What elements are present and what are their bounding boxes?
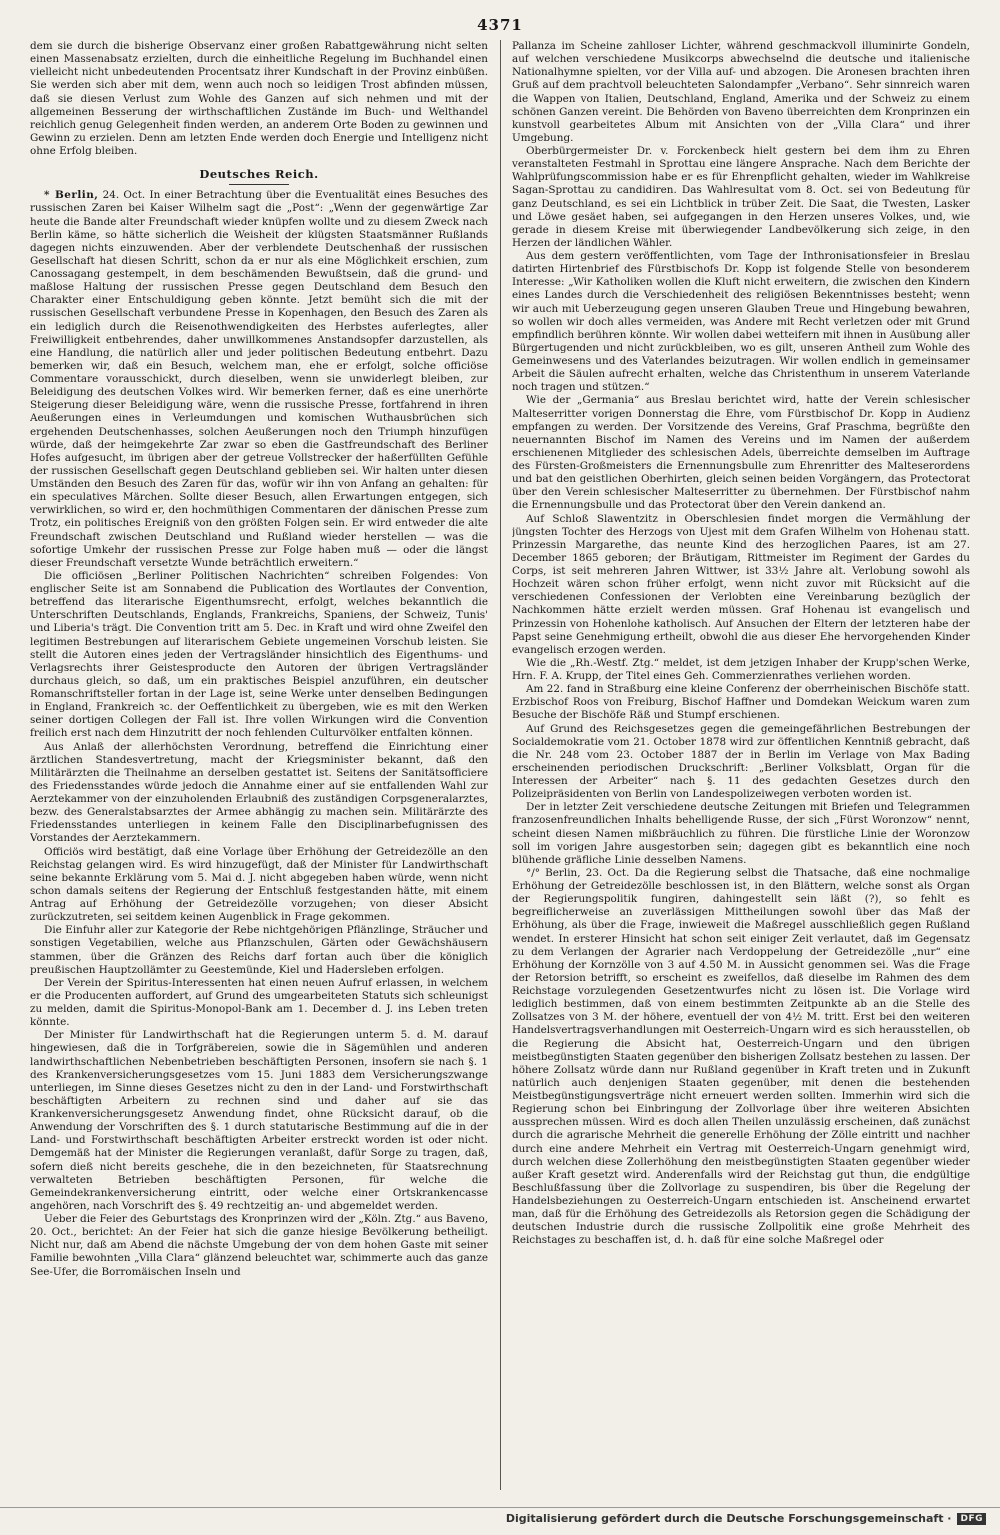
intro-text: [30, 40, 488, 158]
text-columns: [30, 40, 970, 1490]
right-column-articles: [512, 40, 970, 1248]
section-heading: [30, 168, 488, 185]
article-paragraph: Die officiösen „Berliner Politischen Nachrichten“ schreiben Folgendes: Von englischer Seite ist am Sonnabend die Publication des Wortlautes der Convention, betreffend das literarische Eigenthumsrecht, erfolgt, welches bekanntlich die Unterschriften Deutschlands, Englands, Frankreichs, Spaniens, der Schweiz, Tunis' und Liberia's trägt. Die Convention tritt am 5. Dec. in Kraft und wird ohne Zweifel den legitimen Bestrebungen auf literarischem Gebiete ungemeinen Vorschub leisten. Sie stellt die Autoren eines jeden der Vertragsländer hinsichtlich des Eigenthums- und Verlagsrechts ihrer Geistesproducte den Autoren der übrigen Vertragsländer durchaus gleich, so daß, um ein praktisches Beispiel anzuführen, ein deutscher Romanschriftsteller fortan in der Lage ist, seine Werke unter denselben Bedingungen in England, Frankreich ꝛc. der Oeffentlichkeit zu übergeben, wie es mit den Werken seiner dortigen Collegen der Fall ist. Ihre vollen Wirkungen wird die Convention freilich erst nach dem Hinzutritt der noch fehlenden Culturvölker entfalten können.: [30, 569, 488, 740]
article-paragraph: Ueber die Feier des Geburtstags des Kronprinzen wird der „Köln. Ztg.“ aus Baveno, 20. Oct., berichtet: An der Feier hat sich die ganze hiesige Bevölkerung betheiligt. Nicht nur, daß am Abend die nächste Umgebung der von dem hohen Gaste mit seiner Familie bewohnten „Villa Clara“ glänzend beleuchtet war, schimmerte auch das ganze See-Ufer, die Borromäischen Inseln und: [30, 1213, 488, 1278]
digitization-footer: [0, 1507, 1000, 1529]
article-paragraph: Der in letzter Zeit verschiedene deutsche Zeitungen mit Briefen und Telegrammen franzosenfreundlichen Inhalts behelligende Russe, der sich „Fürst Woronzow“ nennt, scheint diesen Namen mißbräuchlich zu führen. Die fürstliche Linie der Woronzow soll im vorigen Jahre ausgestorben sein; dagegen gibt es bekanntlich eine noch blühende gräfliche Linie desselben Namens.: [512, 801, 970, 866]
section-divider: [229, 184, 289, 185]
dfg-logo: DFG: [957, 1513, 986, 1525]
column-divider: [500, 40, 501, 1490]
article-paragraph: Der Verein der Spiritus-Interessenten hat einen neuen Aufruf erlassen, in welchem er die Producenten auffordert, auf Grund des umgearbeiteten Statuts sich schleunigst zu melden, damit die Spiritus-Monopol-Bank am 1. December d. J. ins Leben treten könnte.: [30, 976, 488, 1029]
dateline: * Berlin,: [44, 189, 99, 202]
article-paragraph: Am 22. fand in Straßburg eine kleine Conferenz der oberrheinischen Bischöfe statt. Erzbischof Roos von Freiburg, Bischof Haffner und Domdekan Weickum waren zum Besuche der Bischöfe Räß und Stumpf erschienen.: [512, 683, 970, 722]
section-title: Deutsches Reich.: [199, 167, 319, 182]
article-paragraph: Der Minister für Landwirthschaft hat die Regierungen unterm 5. d. M. darauf hingewiesen, daß die in Torfgräbereien, sowie die in Sägemühlen und anderen landwirthschaftlichen Nebenbetrieben beschäftigten Personen, insofern sie nach §. 1 des Krankenversicherungsgesetzes vom 15. Juni 1883 dem Versicherungszwange unterliegen, im Sinne dieses Gesetzes nicht zu den in der Land- und Forstwirthschaft beschäftigten Arbeitern zu rechnen sind und daher auf sie das Krankenversicherungsgesetz Anwendung findet, ohne Rücksicht darauf, ob die Anwendung der Vorschriften des §. 1 durch statutarische Bestimmung auf die in der Land- und Forstwirthschaft beschäftigten Arbeiter erstreckt worden ist oder nicht. Demgemäß hat der Minister die Regierungen veranlaßt, dafür Sorge zu tragen, daß, sofern dieß nicht bereits geschehe, die in den bezeichneten, für Staatsrechnung verwalteten Betrieben beschäftigten Personen, für welche die Gemeindekrankenversicherung eintritt, oder welche einer Ortskrankencasse angehören, nach Vorschrift des §. 49 rechtzeitig an- und abgemeldet werden.: [30, 1029, 488, 1212]
article-paragraph: Pallanza im Scheine zahlloser Lichter, während geschmackvoll illuminirte Gondeln, auf welchen verschiedene Musikcorps abwechselnd die deutsche und italienische Nationalhymne spielten, vor der Villa auf- und abzogen. Die Aronesen brachten ihren Gruß auf dem prachtvoll beleuchteten Salondampfer „Verbano“. Sehr sinnreich waren die Wappen von Italien, Deutschland, England, Amerika und der Schweiz zu einem schönen Ganzen vereint. Die Behörden von Baveno überreichten dem Kronprinzen ein kunstvoll gearbeitetes Album mit Ansichten von der „Villa Clara“ und ihrer Umgebung.: [512, 40, 970, 144]
paragraph-text: 24. Oct. In einer Betrachtung über die Eventualität eines Besuches des russischen Zaren bei Kaiser Wilhelm sagt die „Post“: „Wenn der gegenwärtige Zar heute die Bande alter Freundschaft wieder knüpfen wollte und zu diesem Zweck nach Berlin käme, so hätte sicherlich die Weisheit der klügsten Staatsmänner Rußlands dagegen nichts einzuwenden. Aber der verblendete Deutschenhaß der russischen Gesellschaft hat diesen Schritt, schon da er nur als eine Möglichkeit erschien, zum Canossagang gestempelt, in dem beschämenden Bewußtsein, daß die grund- und maßlose Haltung der russischen Presse gegen Deutschland dem Besuch den Charakter einer Entschuldigung geben könnte. Jetzt bemüht sich die mit der russischen Gesellschaft verbundene Presse in Kopenhagen, den Besuch des Zaren als ein lediglich durch die Reisenothwendigkeiten des Herbstes auferlegtes, aller Freiwilligkeit entbehrendes, daher unwillkommenes Anstandsopfer darzustellen, als eine Handlung, die natürlich aller und jeder politischen Bedeutung entbehrt. Dazu bemerken wir, daß ein Besuch, welchem man, ehe er erfolgt, solche officiöse Commentare vorausschickt, durch dieselben, wenn sie unwiderlegt bleiben, zur Beleidigung des deutschen Volkes wird. Wir bemerken ferner, daß es eine unerhörte Steigerung dieser Beleidigung wäre, wenn die russische Presse, fortfahrend in ihren Aeußerungen eines in Verleumdungen und komischen Wuthausbrüchen sich ergehenden Deutschenhasses, solchen Aeußerungen noch den Triumph hinzufügen würde, daß der heimgekehrte Zar zwar so eben die Gastfreundschaft des Berliner Hofes aufgesucht, im übrigen aber der getreue Vollstrecker der haßerfüllten Gefühle der russischen Gesellschaft gegen Deutschland geblieben sei. Wir halten unter diesen Umständen den Besuch des Zaren für das, wofür wir ihn von Anfang an gehalten: für ein speculatives Märchen. Sollte dieser Besuch, allen Erwartungen entgegen, sich verwirklichen, so wird er, den hochmüthigen Commentaren der dänischen Presse zum Trotz, ein politisches Ereigniß von den größten Folgen sein. Er wird entweder die alte Freundschaft zwischen Deutschland und Rußland wieder herstellen — was die sofortige Umkehr der russischen Presse zur Folge haben muß — oder die längst dieser Freundschaft versetzte Wunde beträchtlich erweitern.“: [30, 189, 488, 569]
article-paragraph: Aus Anlaß der allerhöchsten Verordnung, betreffend die Einrichtung einer ärztlichen Standesvertretung, macht der Kriegsminister bekannt, daß den Militärärzten die Theilnahme an derselben gestattet ist. Seitens der Sanitätsofficiere des Friedensstandes würde jedoch die Annahme einer auf sie entfallenden Wahl zur Aerztekammer von der einzuholenden Erlaubniß des zuständigen Corpsgeneralarztes, bezw. des Generalstabsarztes der Armee abhängig zu machen sein. Militärärzte des Friedensstandes unterliegen in keinem Falle den Disciplinarbefugnissen des Vorstandes der Aerztekammern.: [30, 740, 488, 845]
article-paragraph: Wie die „Rh.-Westf. Ztg.“ meldet, ist dem jetzigen Inhaber der Krupp'schen Werke, Hrn. F. A. Krupp, der Titel eines Geh. Commerzienrathes verliehen worden.: [512, 656, 970, 682]
article-paragraph: Auf Grund des Reichsgesetzes gegen die gemeingefährlichen Bestrebungen der Socialdemokratie vom 21. October 1878 wird zur öffentlichen Kenntniß gebracht, daß die Nr. 248 vom 23. October 1887 der in Berlin im Verlage von Max Bading erscheinenden periodischen Druckschrift: „Berliner Volksblatt, Organ für die Interessen der Arbeiter“ nach §. 11 des gedachten Gesetzes durch den Polizeipräsidenten von Berlin von Landespolizeiwegen verboten worden ist.: [512, 722, 970, 801]
left-column: [30, 40, 488, 1490]
article-paragraph: Officiös wird bestätigt, daß eine Vorlage über Erhöhung der Getreidezölle an den Reichstag gelangen wird. Es wird hinzugefügt, daß der Minister für Landwirthschaft seine bekannte Erklärung vom 5. Mai d. J. nicht abgegeben haben würde, wenn nicht schon damals seitens der Regierung der Entschluß festgestanden hätte, mit einem Antrag auf Erhöhung der Getreidezölle vorzugehen; von dieser Absicht zurückzutreten, sei seitdem keinen Augenblick in Frage gekommen.: [30, 845, 488, 924]
article-paragraph: °/° Berlin, 23. Oct. Da die Regierung selbst die Thatsache, daß eine nochmalige Erhöhung der Getreidezölle beschlossen ist, in den Blättern, welche sonst als Organ der Regierungspolitik fungiren, dahingestellt sein läßt (?), so fehlt es begreiflicherweise an zuverlässigen Mittheilungen sowohl über das Maß der Erhöhung, als über die Frage, inwieweit die Maßregel ausschließlich gegen Rußland wendet. In ersterer Hinsicht hat schon seit einiger Zeit verlautet, daß im Gegensatz zu dem Verlangen der Agrarier nach Verdoppelung der Getreidezölle „nur“ eine Erhöhung der Kornzölle von 3 auf 4.50 M. in Aussicht genommen sei. Was die Frage der Retorsion betrifft, so erscheint es zweifellos, daß dieselbe im Rahmen des dem Reichstage vorzulegenden Gesetzentwurfes nicht zu lösen ist. Die Vorlage wird lediglich bestimmen, daß von einem bestimmten Zeitpunkte ab an die Stelle des Zollsatzes von 3 M. der höhere, eventuell der von 4½ M. tritt. Erst bei den weiteren Handelsvertragsverhandlungen mit Oesterreich-Ungarn wird es sich herausstellen, ob die Regierung die Absicht hat, Oesterreich-Ungarn und den übrigen meistbegünstigten Staaten gegenüber den bisherigen Zollsatz bestehen zu lassen. Der höhere Zollsatz würde dann nur Rußland gegenüber in Kraft treten und in Zukunft natürlich auch denjenigen Staaten gegenüber, mit denen die bestehenden Meistbegünstigungsverträge nicht erneuert werden sollten. Immerhin wird sich die Regierung schon bei Einbringung der Zollvorlage über ihre weiteren Absichten aussprechen müssen. Wird es doch allen Theilen unzulässig erscheinen, daß zunächst durch die agrarische Mehrheit die generelle Erhöhung der Zölle eintritt und nachher durch eine andere Mehrheit ein Vertrag mit Oesterreich-Ungarn genehmigt wird, durch welchen diese Zollerhöhung den meistbegünstigten Staaten gegenüber wieder außer Kraft gesetzt wird. Anderenfalls wird der Reichstag gut thun, die endgültige Beschlußfassung über die Zollvorlage zu suspendiren, bis über die Regelung der Handelsbeziehungen zu Oesterreich-Ungarn entschieden ist. Anscheinend erwartet man, daß für die Erhöhung des Getreidezolls als Retorsion gegen die Schädigung der deutschen Industrie durch die russische Zollpolitik eine große Mehrheit des Reichstages zu beschaffen ist, d. h. daß für eine solche Maßregel oder: [512, 866, 970, 1247]
page-number: 4371: [477, 16, 523, 34]
article-paragraph: Aus dem gestern veröffentlichten, vom Tage der Inthronisationsfeier in Breslau datirten Hirtenbrief des Fürstbischofs Dr. Kopp ist folgende Stelle von besonderem Interesse: „Wir Katholiken wollen die Kluft nicht erweitern, die zwischen den Kindern eines Landes durch die Verschiedenheit des religiösen Bekenntnisses besteht; wenn wir auch mit Ueberzeugung gegen unseren Glauben Treue und Hingebung bewahren, so wollen wir doch alles vermeiden, was Andere mit Recht verletzen oder mit Grund empfindlich berühren könnte. Wir wollen dabei wetteifern mit ihnen in Ausübung aller Bürgertugenden und nicht zurückbleiben, wo es gilt, unseren Antheil zum Wohle des Gemeinwesens und des Vaterlandes beizutragen. Wir wollen endlich in gemeinsamer Arbeit die Säulen aufrecht erhalten, welche das Christenthum in unserem Vaterlande noch tragen und stützen.“: [512, 250, 970, 394]
footer-text: Digitalisierung gefördert durch die Deutsche Forschungsgemeinschaft ·: [505, 1512, 952, 1525]
article-paragraph: [30, 189, 488, 570]
article-paragraph: Auf Schloß Slawentzitz in Oberschlesien findet morgen die Vermählung der jüngsten Tochter des Herzogs von Ujest mit dem Grafen Wilhelm von Hohenau statt. Prinzessin Margarethe, das neunte Kind des herzoglichen Paares, ist am 27. December 1865 geboren; der Bräutigam, Rittmeister im Regiment der Gardes du Corps, ist seit mehreren Jahren Wittwer, ist 33½ Jahre alt. Verlobung sowohl als Hochzeit wären schon früher erfolgt, wenn nicht zuvor mit Rücksicht auf die verschiedenen Confessionen der Verlobten eine Vereinbarung bezüglich der Nachkommen hätte erzielt werden müssen. Graf Hohenau ist evangelisch und Prinzessin von Hohenlohe katholisch. Auf Ansuchen der Eltern der letzteren habe der Papst seine Genehmigung ertheilt, obwohl die aus dieser Ehe hervorgehenden Kinder evangelisch erzogen werden.: [512, 512, 970, 656]
left-column-articles: [30, 189, 488, 1278]
article-paragraph: Oberbürgermeister Dr. v. Forckenbeck hielt gestern bei dem ihm zu Ehren veranstalteten Festmahl in Sprottau eine längere Ansprache. Nach dem Berichte der Wahlprüfungscommission habe er es für Ehrenpflicht gehalten, wieder im Wahlkreise Sagan-Sprottau zu candidiren. Das Wahlresultat vom 8. Oct. sei von Bedeutung für ganz Deutschland, es sei ein Lichtblick in trüber Zeit. Die Saat, die Twesten, Lasker und Löwe gesäet haben, sei aufgegangen in den Herzen unseres Volkes, und, wie gerade in diesem Kreise mit überwiegender Landbevölkerung sich zeige, in den Herzen der ländlichen Wähler.: [512, 145, 970, 249]
article-paragraph: dem sie durch die bisherige Observanz einer großen Rabattgewährung nicht selten einen Massenabsatz erzielten, durch die einheitliche Regelung im Buchhandel einen vielleicht nicht unbedeutenden Procentsatz ihrer Kundschaft in der Provinz einbüßen. Sie werden sich aber mit dem, wenn auch noch so leidigen Trost abfinden müssen, daß sie diesen Verlust zum Wohle des Ganzen auf sich nehmen und mit der allgemeinen Besserung der wirthschaftlichen Zustände im Buch- und Welthandel reichlich genug Gelegenheit finden werden, an anderem Orte Boden zu gewinnen und Gewinn zu erzielen. Denn am letzten Ende werden doch Energie und Intelligenz nicht ohne Erfolg bleiben.: [30, 40, 488, 157]
article-paragraph: Die Einfuhr aller zur Kategorie der Rebe nichtgehörigen Pflänzlinge, Sträucher und sonstigen Vegetabilien, welche aus Pflanzschulen, Gärten oder Gewächshäusern stammen, über die Gränzen des Reichs darf fortan auch über die königlich preußischen Hauptzollämter zu Geestemünde, Kiel und Hadersleben erfolgen.: [30, 924, 488, 976]
right-column: [512, 40, 970, 1490]
article-paragraph: Wie der „Germania“ aus Breslau berichtet wird, hatte der Verein schlesischer Malteserritter vorigen Donnerstag die Ehre, vom Fürstbischof Dr. Kopp in Audienz empfangen zu werden. Der Vorsitzende des Vereins, Graf Praschma, begrüßte den neuernannten Bischof im Namen des Vereins und im Namen der außerdem erschienenen Mitglieder des schlesischen Adels, überreichte demselben im Auftrage des Fürsten-Großmeisters die Ernennungsbulle zum Ehrenritter des Malteserordens und bat den geistlichen Oberhirten, gleich seinen beiden Vorgängern, das Protectorat über den Verein schlesischer Malteserritter zu übernehmen. Der Fürstbischof nahm die Ernennungsbulle und das Protectorat über den Verein dankend an.: [512, 394, 970, 512]
